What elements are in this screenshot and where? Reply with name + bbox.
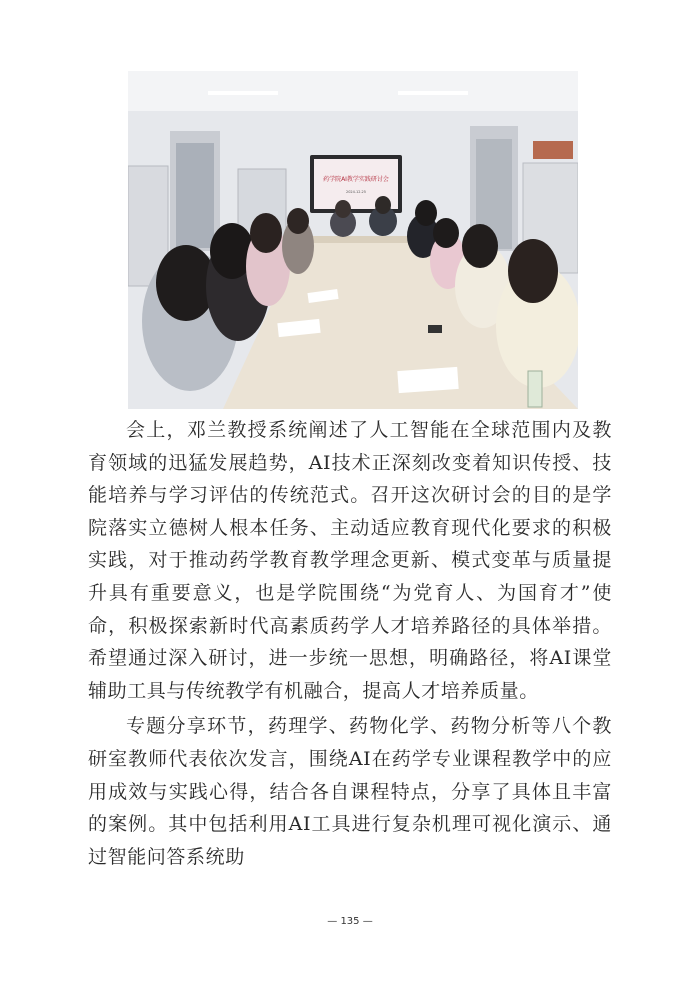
screen-date: 2024.12.25: [345, 190, 367, 194]
screen-title: 药学院AI教学实践研讨会: [323, 176, 389, 183]
article-body: [88, 414, 612, 876]
paragraph: 会上，邓兰教授系统阐述了人工智能在全球范围内及教育领域的迅猛发展趋势，AI技术正深刻改变着知识传授、技能培养与学习评估的传统范式。召开这次研讨会的目的是学院落实立德树人根本任务、主动适应教育现代化要求的积极实践，对于推动药学教育教学理念更新、模式变革与质量提升具有重要意义，也是学院围绕“为党育人、为国育才”使命，积极探索新时代高素质药学人才培养路径的具体举措。希望通过深入研讨，进一步统一思想，明确路径，将AI课堂辅助工具与传统教学有机融合，提高人才培养质量。: [88, 419, 612, 702]
page-number: — 135 —: [327, 916, 373, 927]
meeting-photo: [128, 71, 578, 409]
paragraph: 专题分享环节，药理学、药物化学、药物分析等八个教研室教师代表依次发言，围绕AI在药学专业课程教学中的应用成效与实践心得，结合各自课程特点，分享了具体且丰富的案例。其中包括利用AI工具进行复杂机理可视化演示、通过智能问答系统助: [88, 715, 612, 868]
